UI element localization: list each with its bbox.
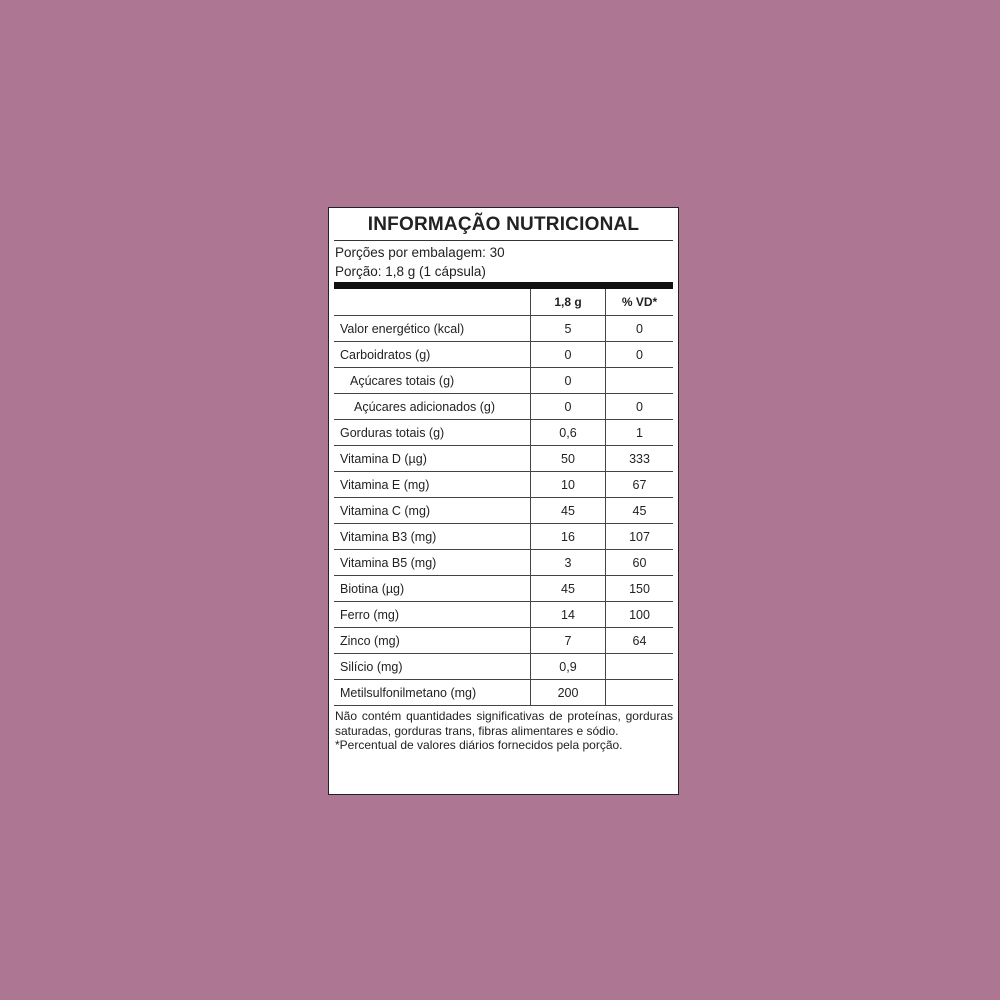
nutrition-facts-label: [328, 207, 679, 795]
servings-per-package: Porções por embalagem: 30: [335, 245, 505, 260]
table-row: [334, 394, 673, 420]
nutrient-amount: 50: [531, 446, 606, 472]
nutrient-name: Açúcares totais (g): [334, 368, 531, 394]
servings-info: [334, 241, 673, 281]
header-dv: % VD*: [606, 289, 674, 316]
nutrient-dv: 0: [606, 342, 674, 368]
thick-divider: [334, 282, 673, 289]
nutrient-name: Vitamina C (mg): [334, 498, 531, 524]
nutrient-amount: 5: [531, 316, 606, 342]
table-row: [334, 680, 673, 706]
nutrient-name: Vitamina E (mg): [334, 472, 531, 498]
nutrient-dv: 0: [606, 394, 674, 420]
footnote-dv: *Percentual de valores diários fornecidos pela porção.: [335, 738, 623, 752]
nutrient-amount: 16: [531, 524, 606, 550]
table-row: [334, 368, 673, 394]
table-row: [334, 628, 673, 654]
nutrient-dv: 150: [606, 576, 674, 602]
nutrient-name: Vitamina B5 (mg): [334, 550, 531, 576]
nutrient-amount: 14: [531, 602, 606, 628]
nutrient-amount: 45: [531, 576, 606, 602]
nutrient-amount: 0: [531, 368, 606, 394]
nutrient-dv: [606, 368, 674, 394]
table-row: [334, 576, 673, 602]
nutrient-dv: [606, 680, 674, 706]
nutrient-amount: 0: [531, 394, 606, 420]
table-row: [334, 472, 673, 498]
nutrient-dv: 60: [606, 550, 674, 576]
nutrient-dv: 107: [606, 524, 674, 550]
nutrient-amount: 200: [531, 680, 606, 706]
portion-size: Porção: 1,8 g (1 cápsula): [335, 264, 486, 279]
nutrient-name: Valor energético (kcal): [334, 316, 531, 342]
nutrient-name: Zinco (mg): [334, 628, 531, 654]
footnotes: [334, 706, 673, 753]
nutrient-name: Vitamina D (µg): [334, 446, 531, 472]
nutrient-amount: 0,9: [531, 654, 606, 680]
table-row: [334, 316, 673, 342]
table-row: [334, 602, 673, 628]
nutrient-name: Carboidratos (g): [334, 342, 531, 368]
nutrient-amount: 7: [531, 628, 606, 654]
nutrient-name: Silício (mg): [334, 654, 531, 680]
nutrient-amount: 10: [531, 472, 606, 498]
table-row: [334, 654, 673, 680]
nutrient-amount: 3: [531, 550, 606, 576]
table-row: [334, 498, 673, 524]
nutrient-name: Açúcares adicionados (g): [334, 394, 531, 420]
nutrient-dv: 67: [606, 472, 674, 498]
nutrient-dv: 100: [606, 602, 674, 628]
header-nutrient: [334, 289, 531, 316]
table-row: [334, 446, 673, 472]
nutrient-name: Ferro (mg): [334, 602, 531, 628]
nutrient-name: Gorduras totais (g): [334, 420, 531, 446]
nutrient-dv: 0: [606, 316, 674, 342]
table-row: [334, 524, 673, 550]
table-row: [334, 342, 673, 368]
table-row: [334, 420, 673, 446]
nutrient-amount: 0: [531, 342, 606, 368]
nutrient-amount: 0,6: [531, 420, 606, 446]
nutrient-name: Biotina (µg): [334, 576, 531, 602]
nutrient-dv: 333: [606, 446, 674, 472]
nutrient-name: Metilsulfonilmetano (mg): [334, 680, 531, 706]
nutrient-amount: 45: [531, 498, 606, 524]
header-amount: 1,8 g: [531, 289, 606, 316]
nutrient-dv: 1: [606, 420, 674, 446]
nutrition-table: [334, 289, 673, 706]
nutrient-name: Vitamina B3 (mg): [334, 524, 531, 550]
footnote-not-significant: Não contém quantidades significativas de proteínas, gorduras saturadas, gorduras trans, fibras alimentares e sódio.: [335, 709, 673, 738]
nutrient-dv: 64: [606, 628, 674, 654]
nutrient-dv: [606, 654, 674, 680]
nutrient-dv: 45: [606, 498, 674, 524]
label-title: INFORMAÇÃO NUTRICIONAL: [334, 208, 673, 241]
table-row: [334, 550, 673, 576]
table-header-row: [334, 289, 673, 316]
